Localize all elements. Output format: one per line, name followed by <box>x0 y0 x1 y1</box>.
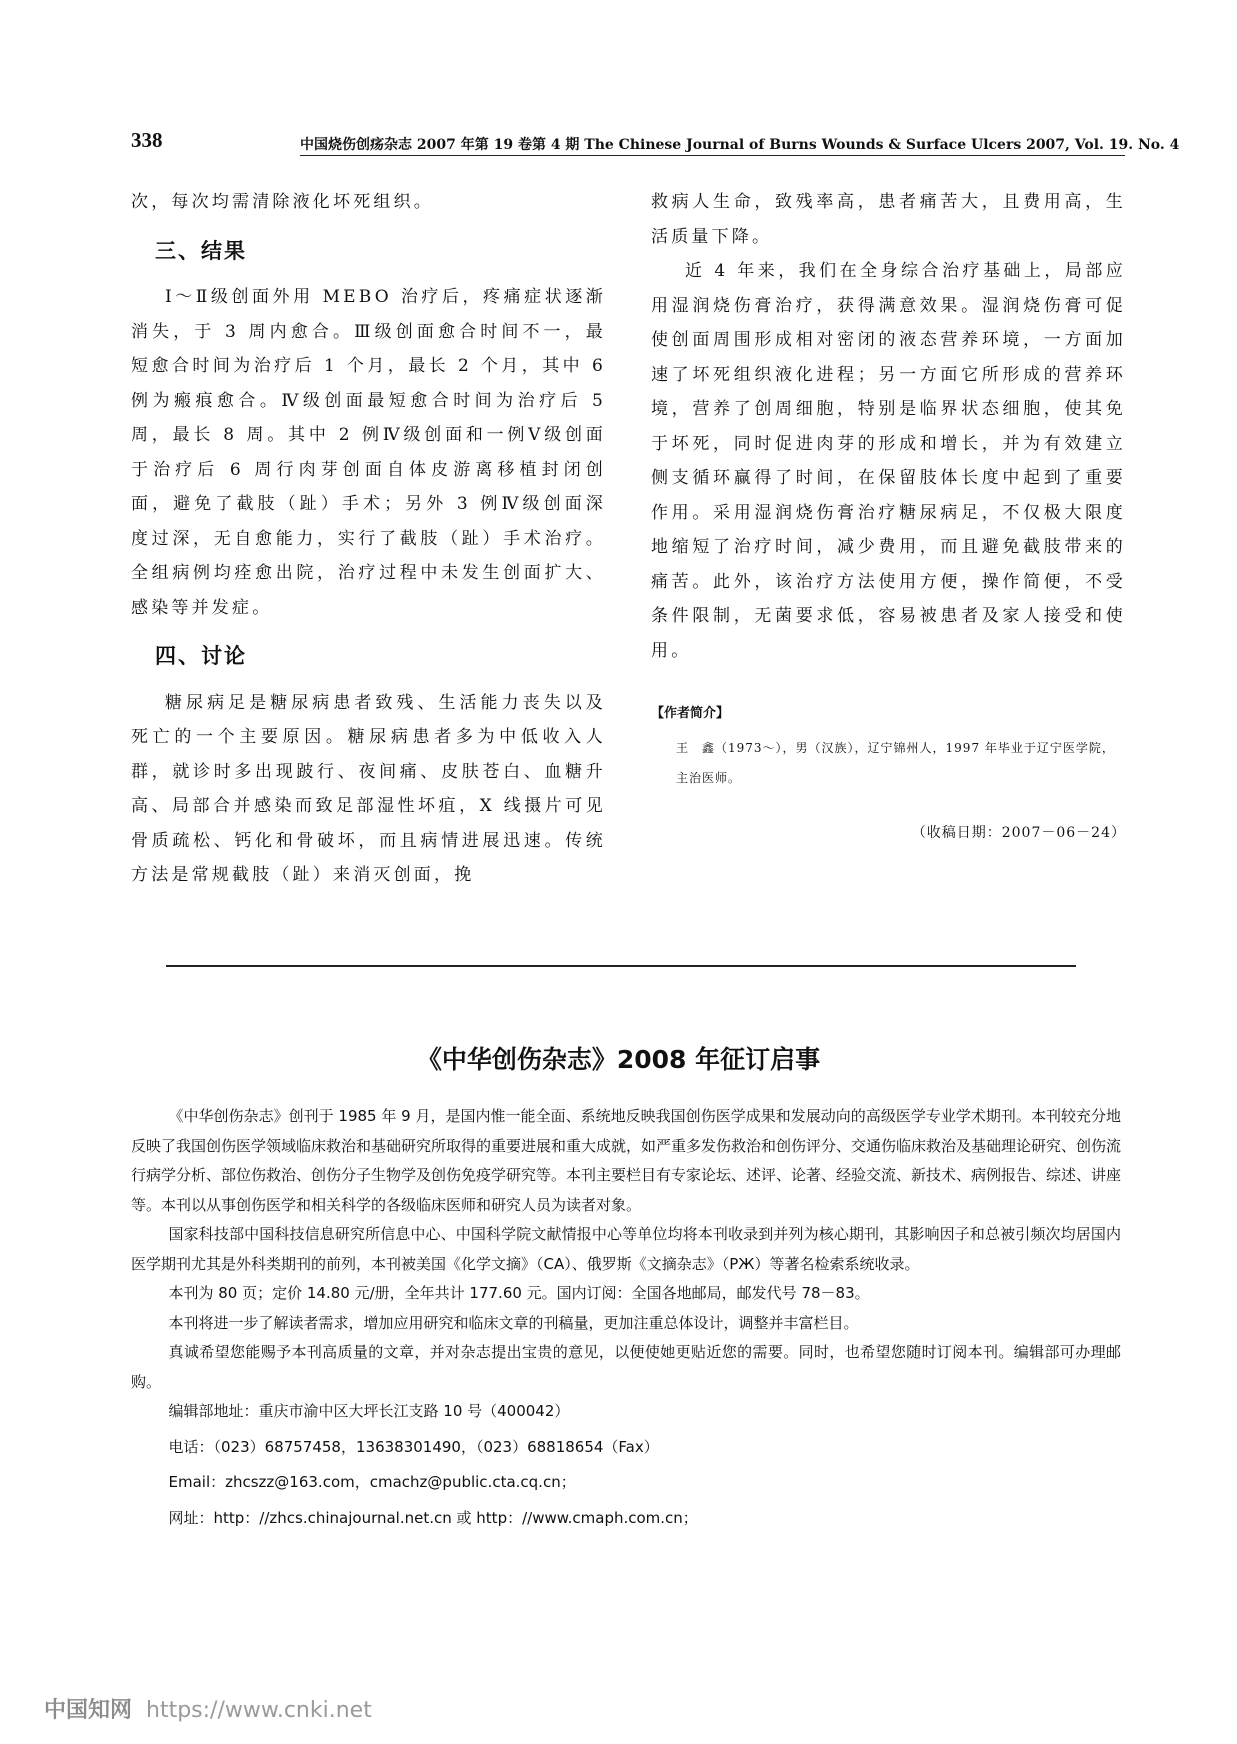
cnki-url: https://www.cnki.net <box>146 1698 372 1723</box>
received-date: （收稿日期：2007－06－24） <box>911 825 1126 841</box>
notice-paragraph: 本刊将进一步了解读者需求，增加应用研究和临床文章的刊稿量，更加注重总体设计，调整并丰富栏目。 <box>168 1313 859 1332</box>
notice-body <box>131 1102 1121 1533</box>
cnki-logo-text: 中国知网 <box>44 1698 133 1723</box>
section-divider <box>166 965 1076 967</box>
author-info-text: 王 鑫（1973～），男（汉族），辽宁锦州人，1997 年毕业于辽宁医学院，主治医师。 <box>676 741 1115 785</box>
website-urls: 网址：http：//zhcs.chinajournal.net.cn 或 http：//www.cmaph.com.cn； <box>168 1508 698 1527</box>
notice-paragraph: 《中华创伤杂志》创刊于 1985 年 9 月，是国内惟一能全面、系统地反映我国创伤医学成果和发展动向的高级医学专业学术期刊。本刊较充分地反映了我国创伤医学领域临床救治和基础研究所取得的重要进展和重大成就，如严重多发伤救治和创伤评分、交通伤临床救治及基础理论研究、创伤流行病学分析、部位伤救治、创伤分子生物学及创伤免疫学研究等。本刊主要栏目有专家论坛、述评、论著、经验交流、新技术、病例报告、综述、讲座等。本刊以从事创伤医学和相关科学的各级临床医师和研究人员为读者对象。 <box>131 1107 1122 1214</box>
notice-paragraph: 本刊为 80 页；定价 14.80 元/册，全年共计 177.60 元。国内订阅：全国各地邮局，邮发代号 78－83。 <box>168 1284 870 1302</box>
phone-numbers: 电话：（023）68757458，13638301490，（023）68818654（Fax） <box>168 1437 659 1456</box>
methods-tail-paragraph: 次，每次均需清除液化坏死组织。 <box>131 192 434 212</box>
results-paragraph: Ⅰ～Ⅱ级创面外用 MEBO 治疗后，疼痛症状逐渐消失，于 3 周内愈合。Ⅲ级创面愈合时间不一，最短愈合时间为治疗后 1 个月，最长 2 个月，其中 6 例为瘢痕愈合。Ⅳ级创面最短愈合时间为治疗后 5 周，最长 8 周。其中 2 例Ⅳ级创面和一例Ⅴ级创面于治疗后 6 周行肉芽创面自体皮游离移植封闭创面，避免了截肢（趾）手术；另外 3 例Ⅳ级创面深度过深，无自愈能力，实行了截肢（趾）手术治疗。全组病例均痊愈出院，治疗过程中未发生创面扩大、感染等并发症。 <box>131 287 606 618</box>
notice-paragraph: 真诚希望您能赐予本刊高质量的文章，并对杂志提出宝贵的意见，以便使她更贴近您的需要。同时，也希望您随时订阅本刊。编辑部可办理邮购。 <box>131 1343 1121 1391</box>
author-info <box>651 702 1126 793</box>
treatment-paragraph: 近 4 年来，我们在全身综合治疗基础上，局部应用湿润烧伤膏治疗，获得满意效果。湿润烧伤膏可促使创面周围形成相对密闭的液态营养环境，一方面加速了坏死组织液化进程；另一方面它所形成的营养环境，营养了创周细胞，特别是临界状态细胞，使其免于坏死，同时促进肉芽的形成和增长，并为有效建立侧支循环赢得了时间，在保留肢体长度中起到了重要作用。采用湿润烧伤膏治疗糖尿病足，不仅极大限度地缩短了治疗时间，减少费用，而且避免截肢带来的痛苦。此外，该治疗方法使用方便，操作简便，不受条件限制，无菌要求低，容易被患者及家人接受和使用。 <box>651 261 1126 661</box>
author-info-label: 【作者简介】 <box>651 706 730 721</box>
header-rule <box>300 155 1125 156</box>
page-number: 338 <box>131 128 163 152</box>
notice-paragraph: 国家科技部中国科技信息研究所信息中心、中国科学院文献情报中心等单位均将本刊收录到并列为核心期刊，其影响因子和总被引频次均居国内医学期刊尤其是外科类期刊的前列，本刊被美国《化学文摘》（CA）、俄罗斯《文摘杂志》（PЖ）等著名检索系统收录。 <box>131 1225 1121 1273</box>
discussion-paragraph: 糖尿病足是糖尿病患者致残、生活能力丧失以及死亡的一个主要原因。糖尿病患者多为中低收入人群，就诊时多出现跛行、夜间痛、皮肤苍白、血糖升高、局部合并感染而致足部湿性坏疽，X 线摄片可见骨质疏松、钙化和骨破坏，而且病情进展迅速。传统方法是常规截肢（趾）来消灭创面，挽 <box>131 692 606 885</box>
running-header: 中国烧伤创疡杂志 2007 年第 19 卷第 4 期 The Chinese Journal of Burns Wounds & Surface Ulcers 2007, Vol. 19. No. 4 <box>300 137 1180 153</box>
left-column <box>131 185 606 893</box>
editorial-address: 编辑部地址：重庆市渝中区大坪长江支路 10 号（400042） <box>168 1402 570 1420</box>
notice-title: 《中华创伤杂志》2008 年征订启事 <box>416 1045 821 1074</box>
discussion-heading: 四、讨论 <box>155 643 247 668</box>
discussion-continued-paragraph: 救病人生命，致残率高，患者痛苦大，且费用高，生活质量下降。 <box>651 192 1126 247</box>
right-column <box>651 185 1126 668</box>
email-addresses: Email：zhcszz@163.com，cmachz@public.cta.cq.cn； <box>168 1473 576 1491</box>
cnki-watermark <box>44 1693 372 1724</box>
results-heading: 三、结果 <box>155 237 247 263</box>
